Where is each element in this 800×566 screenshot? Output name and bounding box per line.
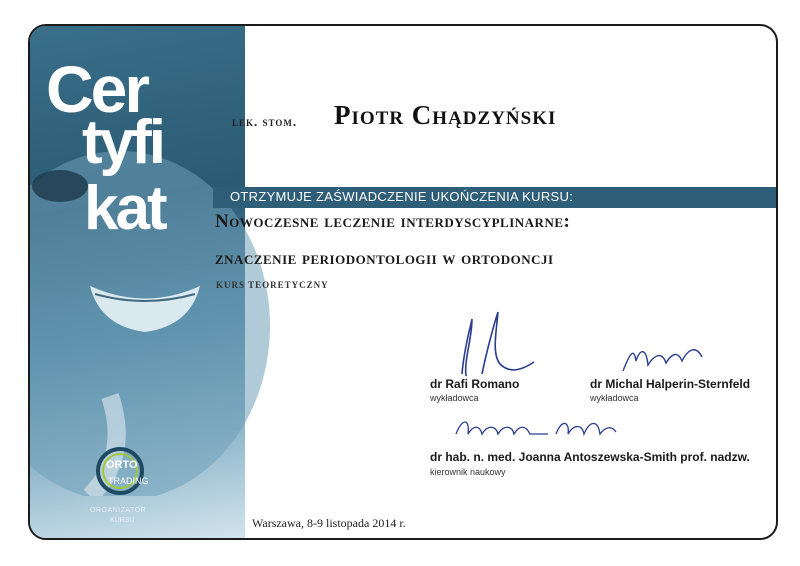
issue-date: Warszawa, 8-9 listopada 2014 r. <box>252 516 406 530</box>
orto-trading-logo-icon <box>92 446 162 496</box>
logo-caption-2: KURSU <box>110 517 135 524</box>
course-type: KURS TEORETYCZNY <box>216 280 329 290</box>
title-part-2: tyfi <box>82 108 163 177</box>
signer-3-role: kierownik naukowy <box>430 467 506 477</box>
photo-panel <box>30 26 245 538</box>
signer-3-name: dr hab. n. med. Joanna Antoszewska-Smith prof. nadzw. <box>430 450 750 464</box>
signer-1-role: wykładowca <box>430 393 479 403</box>
recipient-name: Piotr Chądzyński <box>334 100 557 130</box>
logo-line-1: ORTO <box>106 459 138 471</box>
band-text: OTRZYMUJE ZAŚWIADCZENIE UKOŃCZENIA KURSU: <box>230 189 574 204</box>
recipient-prefix: lek. stom. <box>232 114 298 129</box>
signature-romano-icon <box>442 304 552 384</box>
course-title-line-2: znaczenie periodontologii w ortodoncji <box>215 248 554 269</box>
signature-halperin-icon <box>618 331 718 381</box>
signature-antoszewska-icon <box>452 412 622 446</box>
signer-2-role: wykładowca <box>590 393 639 403</box>
logo-line-2: TRADING <box>108 476 149 486</box>
course-title-line-1: Nowoczesne leczenie interdyscyplinarne: <box>215 211 571 232</box>
title-part-1: Cer <box>46 52 148 126</box>
certificate-frame <box>28 24 778 540</box>
signer-1-name: dr Rafi Romano <box>430 377 520 391</box>
logo-caption: ORGANIZATOR <box>90 507 147 514</box>
signer-2-name: dr Michal Halperin-Sternfeld <box>590 377 751 391</box>
title-part-3: kat <box>84 174 165 243</box>
